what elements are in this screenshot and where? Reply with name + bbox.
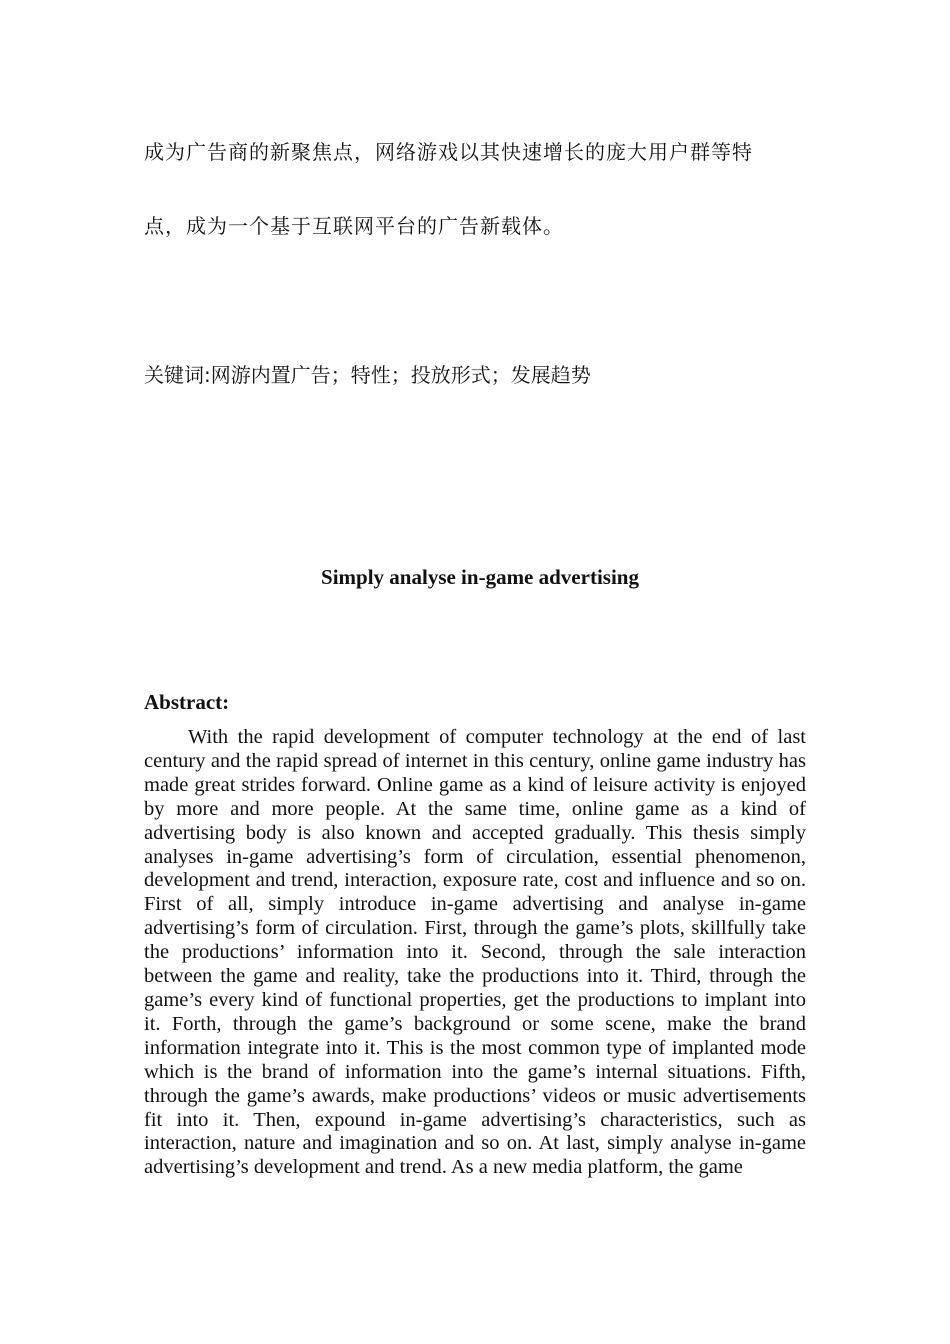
keywords-text: 网游内置广告；特性；投放形式；发展趋势: [210, 363, 591, 387]
abstract-heading: Abstract:: [144, 690, 230, 714]
keywords-label: 关键词:: [144, 363, 211, 387]
keywords-line: [144, 361, 591, 389]
abstract-body: With the rapid development of computer technology at the end of last century and the rapid spread of internet in this century, online game industry has made great strides forward. Online game as a kind of leisure activity is enjoyed by more and more people. At the same time, online game as a kind of advertising body is also known and accepted gradually. This thesis simply analyses in-game advertising’s form of circulation, essential phenomenon, development and trend, interaction, exposure rate, cost and influence and so on. First of all, simply introduce in-game advertising and analyse in-game advertising’s form of circulation. First, through the game’s plots, skillfully take the productions’ information into it. Second, through the sale interaction between the game and reality, take the productions into it. Third, through the game’s every kind of functional properties, get the productions to implant into it. Forth, through the game’s background or some scene, make the brand information integrate into it. This is the most common type of implanted mode which is the brand of information into the game’s internal situations. Fifth, through the game’s awards, make productions’ videos or music advertisements fit into it. Then, expound in-game advertising’s characteristics, such as interaction, nature and imagination and so on. At last, simply analyse in-game advertising’s development and trend. As a new media platform, the game: [144, 726, 806, 1179]
chinese-abstract-line-2: 点，成为一个基于互联网平台的广告新载体。: [144, 214, 564, 238]
chinese-abstract-line-1: 成为广告商的新聚焦点，网络游戏以其快速增长的庞大用户群等特: [144, 140, 753, 164]
english-title: Simply analyse in-game advertising: [321, 565, 639, 589]
